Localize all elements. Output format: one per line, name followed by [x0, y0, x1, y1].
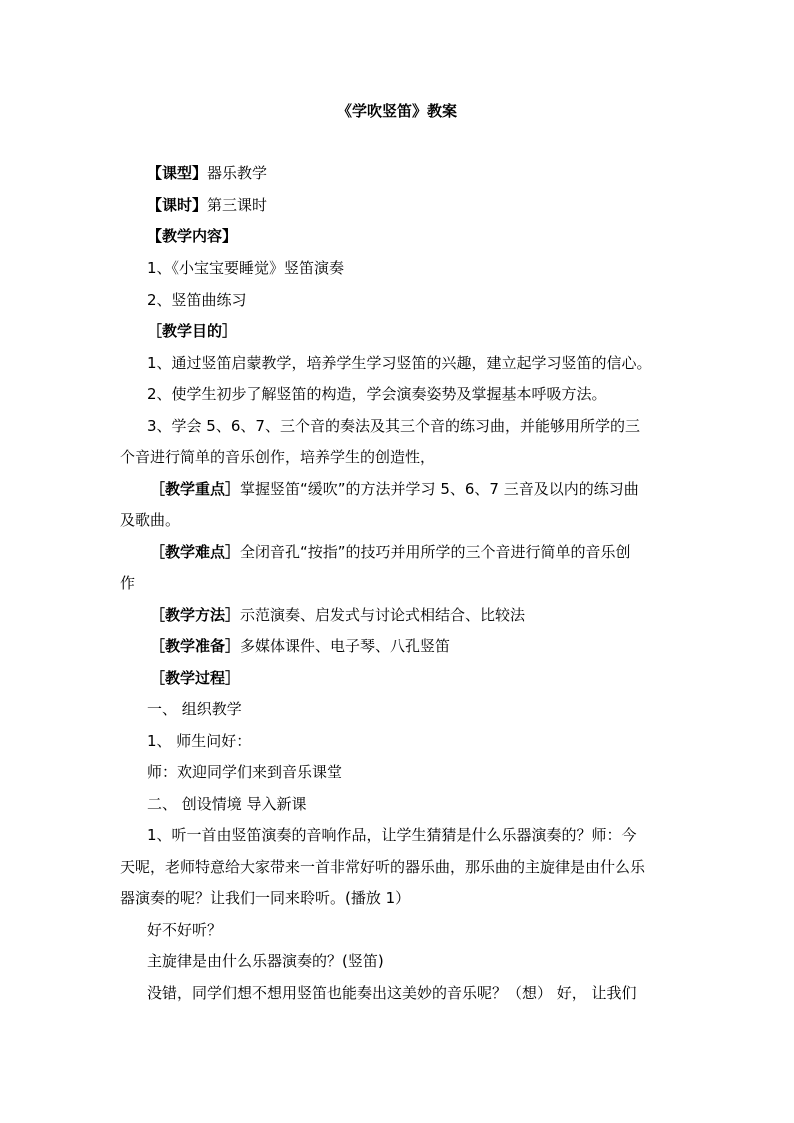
course-type-line	[147, 163, 677, 183]
course-type-value: 器乐教学	[207, 164, 268, 182]
goal-3-line-2: 个音进行简单的音乐创作，培养学生的创造性，	[120, 448, 436, 466]
process-para-1-line-1: 1、听一首由竖笛演奏的音响作品，让学生猜猜是什么乐器演奏的？师：今	[147, 826, 637, 844]
process-heading: ［教学过程］	[150, 669, 241, 687]
question-1: 好不好听？	[147, 921, 223, 939]
method-line	[150, 605, 680, 625]
key-point-line-1	[150, 479, 680, 499]
difficulty-line-1	[150, 542, 680, 562]
process-step-1-2: 师：欢迎同学们来到音乐课堂	[147, 763, 343, 781]
goal-1: 1、通过竖笛启蒙教学，培养学生学习竖笛的兴趣，建立起学习竖笛的信心。	[147, 354, 652, 372]
difficulty-line-2: 作	[120, 574, 136, 592]
content-item-2: 2、竖笛曲练习	[147, 291, 247, 309]
question-2: 主旋律是由什么乐器演奏的？(竖笛)	[147, 952, 384, 970]
question-3: 没错，同学们想不想用竖笛也能奏出这美妙的音乐呢？（想） 好， 让我们	[147, 984, 637, 1002]
process-step-2: 二、 创设情境 导入新课	[147, 795, 307, 813]
key-point-label: ［教学重点］	[150, 480, 241, 498]
process-para-1-line-2: 天呢，老师特意给大家带来一首非常好听的器乐曲，那乐曲的主旋律是由什么乐	[120, 858, 646, 876]
key-point-text: 掌握竖笛“缓吹”的方法并学习 5、6、7 三音及以内的练习曲	[240, 480, 639, 498]
goal-3-line-1: 3、学会 5、6、7、三个音的奏法及其三个音的练习曲，并能够用所学的三	[147, 417, 640, 435]
goal-2: 2、使学生初步了解竖笛的构造，学会演奏姿势及掌握基本呼吸方法。	[147, 385, 607, 403]
teaching-goals-heading: ［教学目的］	[147, 322, 238, 340]
prep-line	[150, 636, 680, 656]
class-period-value: 第三课时	[207, 196, 268, 214]
difficulty-text: 全闭音孔“按指”的技巧并用所学的三个音进行简单的音乐创	[240, 543, 631, 561]
process-para-1-line-3: 器演奏的呢？让我们一同来聆听。(播放 1）	[120, 889, 411, 907]
class-period-label: 【课时】	[147, 196, 208, 214]
class-period-line	[147, 195, 677, 215]
course-type-label: 【课型】	[147, 164, 208, 182]
document-title: 《学吹竖笛》教案	[336, 102, 457, 120]
method-label: ［教学方法］	[150, 606, 241, 624]
difficulty-label: ［教学难点］	[150, 543, 241, 561]
teaching-content-heading: 【教学内容】	[147, 227, 238, 245]
prep-label: ［教学准备］	[150, 637, 241, 655]
content-item-1: 1、《小宝宝要睡觉》竖笛演奏	[147, 259, 345, 277]
key-point-line-2: 及歌曲。	[120, 511, 181, 529]
process-step-1: 一、 组织教学	[147, 700, 242, 718]
method-text: 示范演奏、启发式与讨论式相结合、比较法	[240, 606, 526, 624]
process-step-1-1: 1、 师生问好：	[147, 732, 252, 750]
prep-text: 多媒体课件、电子琴、八孔竖笛	[240, 637, 451, 655]
